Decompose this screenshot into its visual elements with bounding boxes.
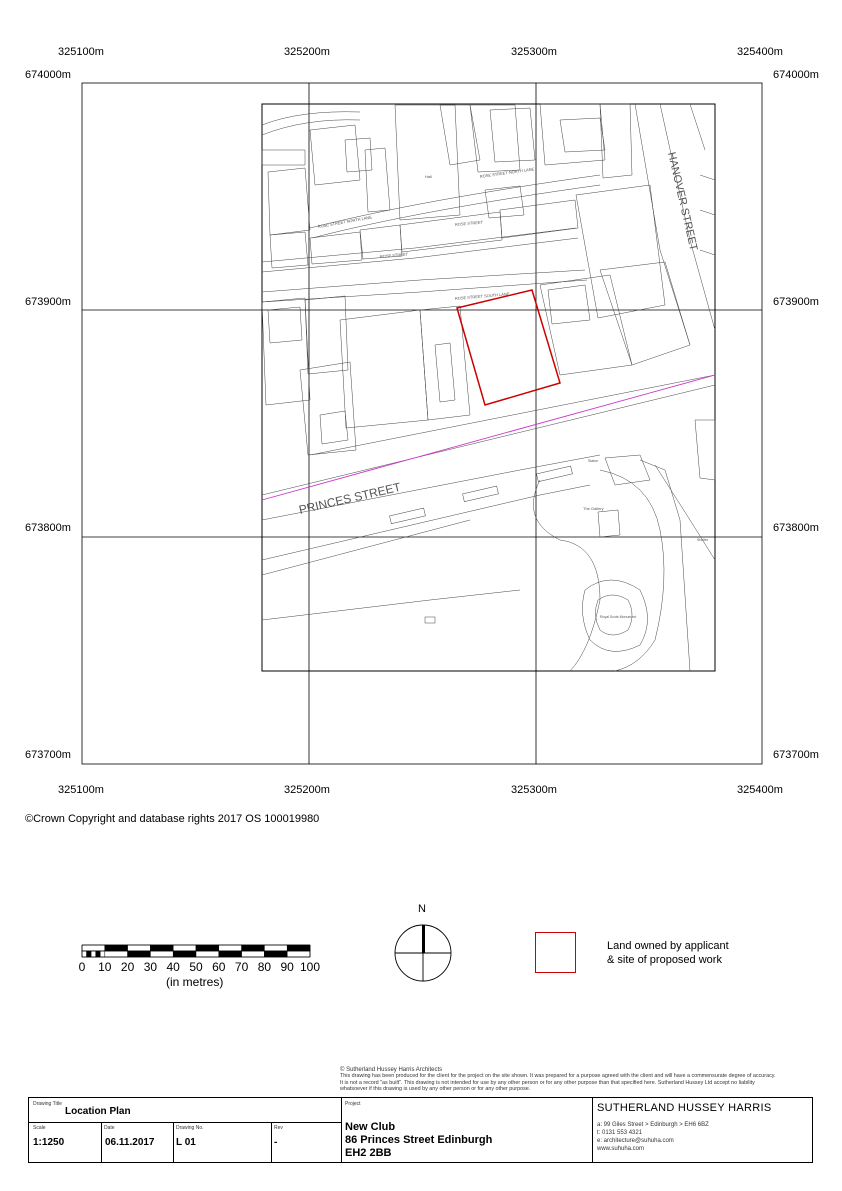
northing-right-4: 673700m	[773, 749, 819, 761]
northing-left-2: 673900m	[25, 296, 71, 308]
scale-bar-tick-label: 20	[120, 960, 135, 974]
scale-caption: Scale	[33, 1125, 46, 1131]
os-copyright-note: ©Crown Copyright and database rights 2017 OS 100019980	[25, 813, 320, 825]
rev-value: -	[274, 1137, 278, 1148]
northing-left-1: 674000m	[25, 69, 71, 81]
scale-bar-tick-label: 50	[189, 960, 203, 974]
firm-web: www.suhuha.com	[597, 1146, 645, 1152]
firm-phone: t: 0131 553 4321	[597, 1130, 643, 1136]
map-extract-frame	[262, 104, 715, 671]
easting-bottom-3: 325300m	[511, 784, 557, 796]
disclaimer-line-4: whatsoever if this drawing is used by any other person or for any other purpose.	[340, 1086, 531, 1093]
legend-line-1: Land owned by applicant	[607, 940, 729, 952]
project-postcode: EH2 2BB	[345, 1147, 392, 1159]
easting-top-2: 325200m	[284, 46, 330, 58]
rose-street-north-lane-label: ROSE STREET NORTH LANE	[479, 166, 535, 179]
scale-bar-tick-label: 90	[280, 960, 294, 974]
disclaimer	[340, 1067, 820, 1093]
date-value: 06.11.2017	[105, 1137, 155, 1148]
tram-line	[262, 375, 715, 500]
shelter-label: Shelter	[697, 538, 709, 542]
easting-bottom-4: 325400m	[737, 784, 783, 796]
disclaimer-line-1: © Sutherland Hussey Harris Architects	[340, 1067, 443, 1073]
scale-value: 1:1250	[33, 1137, 65, 1148]
disclaimer-line-3: It is not a record "as built". This drawing is not intended for use by any other person or for any other purpose than that specified here. Sutherland Hussey Ltd accept no liability	[340, 1079, 755, 1086]
rev-caption: Rev	[274, 1125, 283, 1131]
firm-contact	[597, 1121, 709, 1153]
scale-bar-tick-label: 80	[257, 960, 272, 974]
princes-street-label: PRINCES STREET	[297, 479, 403, 517]
legend-line-2: & site of proposed work	[607, 954, 722, 966]
grid-frame	[82, 83, 762, 764]
royal-scots-monument-label: Royal Scots Monument	[600, 615, 637, 619]
hall-label: Hall	[425, 174, 432, 179]
rose-street-north-lane-label-2: ROSE STREET NORTH LANE	[317, 214, 373, 229]
drawing-no-caption: Drawing No.	[176, 1125, 204, 1131]
scale-bar-tick-label: 60	[212, 960, 226, 974]
project-caption: Project	[345, 1101, 361, 1107]
scale-bar-tick-label: 30	[143, 960, 158, 974]
title-block	[28, 1097, 813, 1163]
project-name: New Club	[345, 1121, 396, 1133]
site-boundary	[454, 290, 560, 405]
scale-bar-unit: (in metres)	[166, 975, 224, 989]
easting-bottom-2: 325200m	[284, 784, 330, 796]
gallery-label: The Gallery	[583, 506, 604, 511]
easting-top-3: 325300m	[511, 46, 557, 58]
project-details	[345, 1121, 492, 1160]
rose-street-label: ROSE STREET	[379, 251, 409, 259]
site-legend-label	[607, 939, 729, 967]
rose-street-south-lane-label: ROSE STREET SOUTH LANE	[454, 291, 510, 301]
northing-right-3: 673800m	[773, 522, 819, 534]
scale-bar-tick-label: 70	[234, 960, 249, 974]
drawing-no-value: L 01	[176, 1137, 196, 1148]
drawing-title-caption: Drawing Title	[33, 1101, 62, 1107]
statue-label: Statue	[588, 459, 599, 463]
disclaimer-line-2: This drawing has been produced for the client for the project on the site shown. It was prepared for a purpose agreed with the client and will have a commensurate degree of accuracy.	[340, 1073, 776, 1080]
northing-right-2: 673900m	[773, 296, 819, 308]
map-detail	[262, 104, 715, 671]
northing-right-1: 674000m	[773, 69, 819, 81]
date-caption: Date	[104, 1125, 115, 1131]
site-legend-swatch	[535, 932, 576, 973]
easting-bottom-1: 325100m	[58, 784, 104, 796]
rose-street-label-2: ROSE STREET	[454, 219, 484, 227]
firm-name: SUTHERLAND HUSSEY HARRIS	[597, 1102, 772, 1114]
easting-top-1: 325100m	[58, 46, 104, 58]
project-address: 86 Princes Street Edinburgh	[345, 1134, 493, 1146]
scale-bar-tick-label: 40	[166, 960, 180, 974]
easting-top-4: 325400m	[737, 46, 783, 58]
hanover-street-label: HANOVER STREET	[665, 150, 700, 252]
firm-address: a: 99 Giles Street > Edinburgh > EH6 6BZ	[597, 1122, 709, 1128]
scale-bar-tick-label: 10	[98, 960, 112, 974]
northing-left-3: 673800m	[25, 522, 71, 534]
northing-left-4: 673700m	[25, 749, 71, 761]
scale-bar-tick-label: 0	[78, 960, 86, 974]
north-label: N	[418, 903, 426, 915]
drawing-title: Location Plan	[65, 1106, 131, 1117]
firm-email: e: architecture@suhuha.com	[597, 1138, 674, 1144]
scale-bar-tick-label: 100	[299, 960, 321, 974]
